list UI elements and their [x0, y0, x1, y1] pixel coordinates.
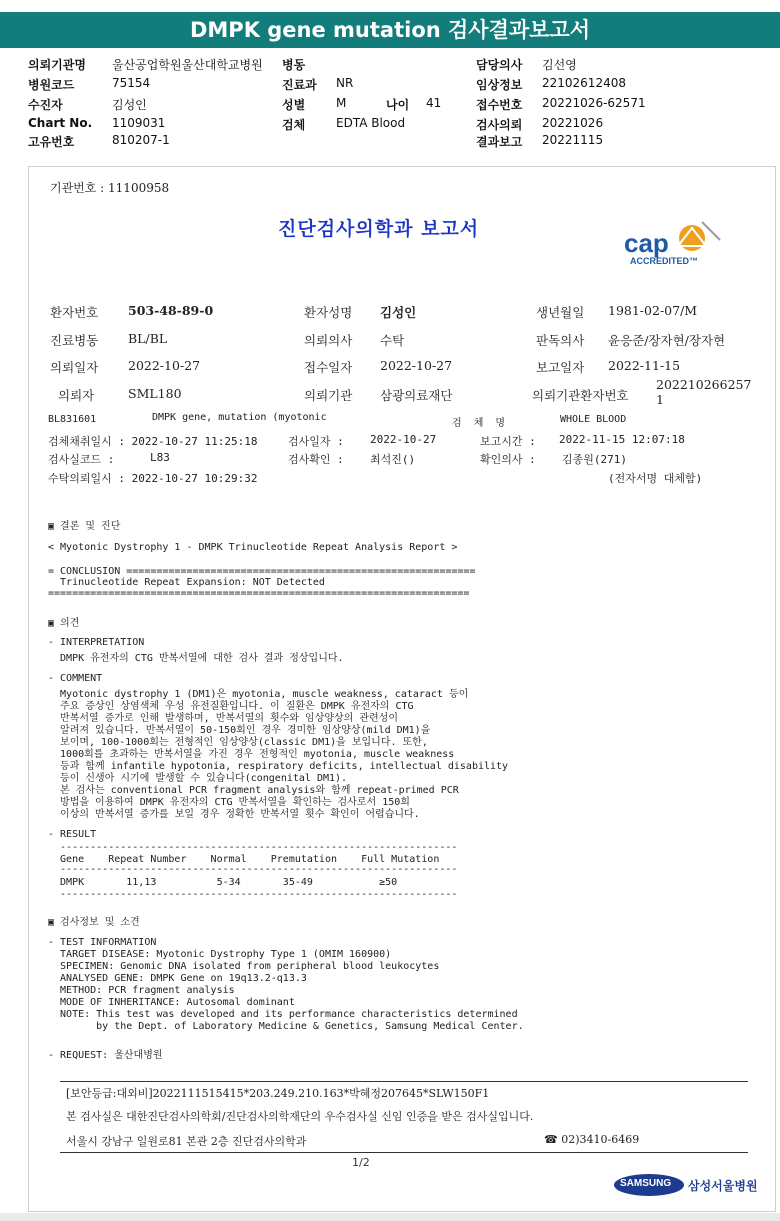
test-name: DMPK gene, mutation (myotonic: [152, 412, 327, 423]
patient-value: 2022-11-15: [608, 358, 681, 373]
lab-code-label: 검사실코드 :: [48, 453, 115, 466]
doctor-label: 확인의사 :: [480, 453, 536, 466]
result-row: DMPK 11,13 5-34 35-49 ≥50: [48, 877, 398, 888]
result-rule: ------------------------------------------------------------------: [48, 864, 458, 875]
cap-logo-text: cap: [624, 228, 669, 258]
header-value: 810207-1: [112, 133, 170, 147]
patient-value: 1981-02-07/M: [608, 303, 698, 318]
specimen-label: 검 체 명: [452, 418, 506, 429]
section-heading: ▣ 결론 및 진단: [48, 521, 121, 532]
header-label: 병원코드: [28, 78, 75, 92]
header-label: 담당의사: [476, 58, 523, 72]
footer-divider: [60, 1081, 748, 1082]
consign-time: 수탁의뢰일시 : 2022-10-27 10:29:32: [48, 472, 258, 485]
test-info-line: TARGET DISEASE: Myotonic Dystrophy Type 1 (OMIM 160900): [48, 949, 392, 960]
comment-line: 이상의 반복서열 증가를 보일 경우 정확한 반복서열 횟수 확인이 어렵습니다.: [48, 809, 420, 820]
patient-label: 진료병동: [50, 333, 99, 348]
header-value: M: [336, 96, 347, 110]
header-label: 접수번호: [476, 98, 523, 112]
verify-value: 최석진(): [370, 453, 416, 466]
verify-label: 검사확인 :: [288, 453, 344, 466]
test-date-label: 검사일자 :: [288, 435, 344, 448]
footer-divider: [60, 1152, 748, 1153]
patient-label: 보고일자: [536, 360, 585, 375]
patient-value: 503-48-89-0: [128, 303, 214, 318]
test-info-line: by the Dept. of Laboratory Medicine & Genetics, Samsung Medical Center.: [48, 1021, 524, 1032]
header-label: 의뢰기관명: [28, 58, 86, 72]
e-signature-note: (전자서명 대체함): [608, 472, 703, 485]
header-value: 김선영: [542, 58, 577, 72]
conclusion-rule: ======================================================================: [48, 588, 470, 599]
header-value: 김성인: [112, 98, 147, 112]
header-label: Chart No.: [28, 116, 93, 130]
lab-code: L83: [150, 451, 170, 464]
patient-label: 접수일자: [304, 360, 353, 375]
header-label: 검사의뢰: [476, 118, 523, 132]
patient-label: 환자번호: [50, 305, 99, 320]
conclusion-text: Trinucleotide Repeat Expansion: NOT Detected: [48, 577, 325, 588]
result-rule: ------------------------------------------------------------------: [48, 889, 458, 900]
doctor-value: 김종원(271): [562, 453, 627, 466]
header-value: 20221115: [542, 133, 604, 147]
comment-line: 알려져 있습니다. 반복서열이 50-150회인 경우 경미한 임상양상(mild DM1)을: [48, 725, 431, 736]
header-label: 진료과: [282, 78, 317, 92]
patient-label: 의뢰의사: [304, 333, 353, 348]
samsung-logo-text: SAMSUNG: [620, 1178, 672, 1189]
interpretation-text: DMPK 유전자의 CTG 반복서열에 대한 검사 결과 정상입니다.: [48, 653, 344, 664]
patient-label: 의뢰기관: [304, 388, 353, 403]
test-info-line: MODE OF INHERITANCE: Autosomal dominant: [48, 997, 295, 1008]
header-value: 울산공업학원울산대학교병원: [112, 58, 263, 72]
header-value: 1109031: [112, 116, 166, 130]
page-number: 1/2: [352, 1156, 370, 1169]
comment-line: 방법을 이용하여 DMPK 유전자의 CTG 반복서열을 확인하는 검사로서 150회: [48, 797, 410, 808]
test-info-line: NOTE: This test was developed and its performance characteristics determined: [48, 1009, 518, 1020]
result-rule: ------------------------------------------------------------------: [48, 842, 458, 853]
test-info-line: ANALYSED GENE: DMPK Gene on 19q13.2-q13.3: [48, 973, 307, 984]
header-label: 검체: [282, 118, 306, 132]
comment-line: 주요 증상인 상염색체 우성 유전질환입니다. 이 질환은 DMPK 유전자의 CTG: [48, 701, 414, 712]
comment-line: 1000회를 초과하는 반복서열을 가진 경우 전형적인 myotonia, muscle weakness: [48, 749, 455, 760]
patient-value: 202210266257: [656, 377, 752, 392]
comment-heading: - COMMENT: [48, 673, 103, 684]
comment-line: 본 검사는 conventional PCR fragment analysis와 함께 repeat-primed PCR: [48, 785, 459, 796]
specimen-value: WHOLE BLOOD: [560, 414, 627, 425]
comment-line: 등과 함께 infantile hypotonia, respiratory deficits, intellectual disability: [48, 761, 509, 772]
patient-value: 윤응준/장자현/장자현: [608, 333, 726, 348]
test-date: 2022-10-27: [370, 433, 437, 446]
patient-value: 2022-10-27: [128, 358, 201, 373]
header-value: 41: [426, 96, 442, 110]
comment-line: 보이며, 100-1000회는 전형적인 임상양상(classic DM1)을 보입니다. 또한,: [48, 737, 428, 748]
header-value: NR: [336, 76, 354, 90]
comment-line: 반복서열 증가로 인해 발생하며, 반복서열의 횟수와 임상양상의 관련성이: [48, 713, 399, 724]
lab-address: 서울시 강남구 일원로81 본관 2층 진단검사의학과: [66, 1135, 307, 1148]
lab-phone: ☎ 02)3410-6469: [544, 1133, 640, 1146]
section-heading: ▣ 검사정보 및 소견: [48, 917, 140, 928]
report-banner: DMPK gene mutation 검사결과보고서: [0, 12, 780, 48]
test-info-line: SPECIMEN: Genomic DNA isolated from peripheral blood leukocytes: [48, 961, 440, 972]
comment-line: Myotonic dystrophy 1 (DM1)은 myotonia, muscle weakness, cataract 등이: [48, 689, 469, 700]
conclusion-heading: = CONCLUSION ==========================================================: [48, 566, 476, 577]
patient-label: 의뢰자: [58, 388, 95, 403]
samsung-hospital-logo: [614, 1172, 758, 1198]
patient-value: 삼광의료재단: [380, 388, 453, 403]
header-label: 결과보고: [476, 135, 523, 149]
test-info-heading: - TEST INFORMATION: [48, 937, 157, 948]
patient-value: 김성인: [380, 305, 417, 320]
security-line: [보안등급:대외비]2022111515415*203.249.210.163*박혜정207645*SLW150F1: [66, 1087, 490, 1100]
header-label: 성별: [282, 98, 306, 112]
report-time-label: 보고시간 :: [480, 435, 536, 448]
page-bottom-strip: [0, 1213, 780, 1221]
test-info-line: METHOD: PCR fragment analysis: [48, 985, 235, 996]
interpretation-heading: - INTERPRETATION: [48, 637, 145, 648]
header-label: 고유번호: [28, 135, 75, 149]
patient-value: 2022-10-27: [380, 358, 453, 373]
request-line: - REQUEST: 울산대병원: [48, 1050, 163, 1061]
patient-value: BL/BL: [128, 331, 168, 346]
patient-label: 의뢰기관환자번호: [532, 388, 629, 403]
header-value: 22102612408: [542, 76, 626, 90]
patient-label: 환자성명: [304, 305, 353, 320]
collect-time: 검체채취일시 : 2022-10-27 11:25:18: [48, 435, 258, 448]
certification-text: 본 검사실은 대한진단검사의학회/진단검사의학재단의 우수검사실 신임 인증을 받은 검사실입니다.: [66, 1110, 534, 1123]
patient-value: SML180: [128, 386, 182, 401]
report-subtitle: < Myotonic Dystrophy 1 - DMPK Trinucleotide Repeat Analysis Report >: [48, 542, 458, 553]
institution-number: 기관번호 : 11100958: [50, 181, 170, 195]
report-time: 2022-11-15 12:07:18: [559, 433, 685, 446]
patient-value: 수탁: [380, 333, 405, 348]
header-value: 75154: [112, 76, 151, 90]
header-value: 20221026: [542, 116, 604, 130]
header-value: EDTA Blood: [336, 116, 406, 130]
header-value: 20221026-62571: [542, 96, 646, 110]
patient-label: 생년월일: [536, 305, 585, 320]
header-label: 임상정보: [476, 78, 523, 92]
header-label: 수진자: [28, 98, 63, 112]
patient-label: 판독의사: [536, 333, 585, 348]
cap-accredited-text: ACCREDITED™: [630, 256, 699, 266]
header-label: 나이: [386, 98, 410, 112]
patient-value: 1: [656, 392, 664, 407]
result-columns: Gene Repeat Number Normal Premutation Full Mutation: [48, 854, 440, 865]
patient-label: 의뢰일자: [50, 360, 99, 375]
result-heading: - RESULT: [48, 829, 97, 840]
comment-line: 등이 신생아 시기에 발생할 수 있습니다(congenital DM1).: [48, 773, 348, 784]
hospital-name: 삼성서울병원: [688, 1179, 758, 1193]
test-code: BL831601: [48, 414, 97, 425]
document-title: 진단검사의학과 보고서: [278, 218, 480, 240]
section-heading: ▣ 의견: [48, 618, 80, 629]
header-label: 병동: [282, 58, 306, 72]
cap-accredited-logo: [620, 220, 730, 270]
